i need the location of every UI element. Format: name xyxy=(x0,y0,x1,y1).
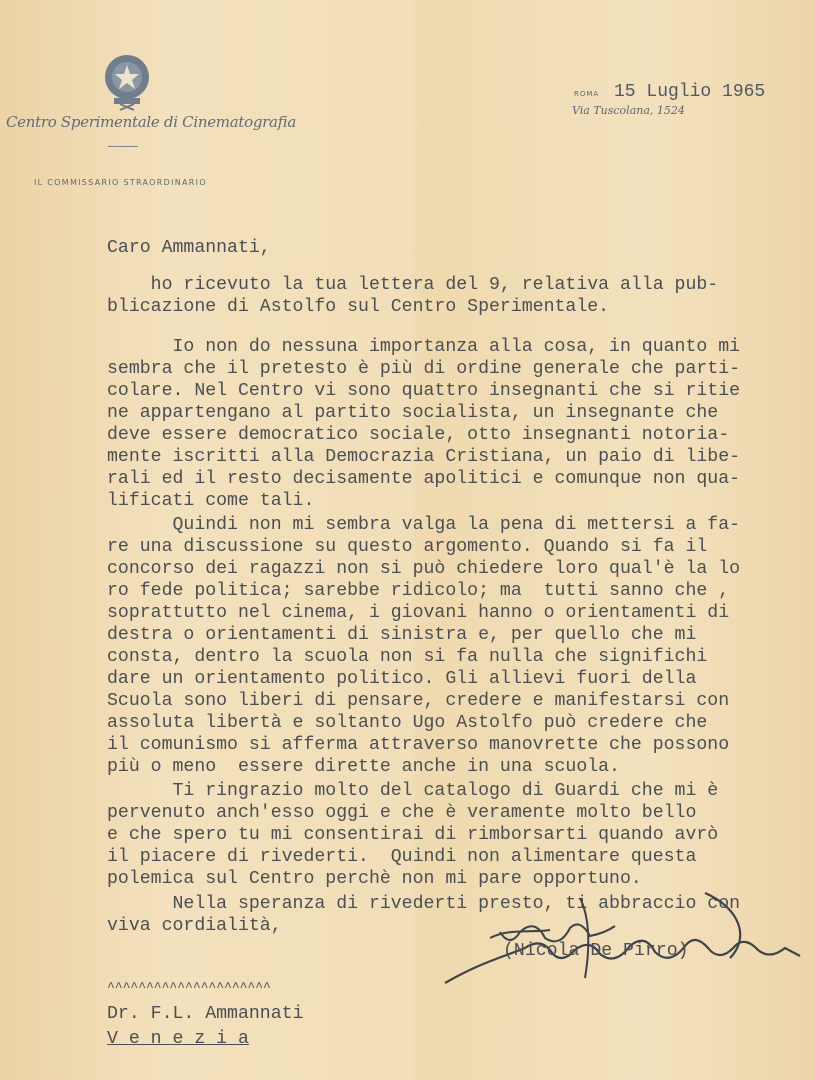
text-line: deve essere democratico sociale, otto insegnanti notoria- xyxy=(107,425,730,445)
text-line: blicazione di Astolfo sul Centro Sperimentale. xyxy=(107,297,610,317)
paragraph xyxy=(107,780,718,890)
text-line: Nella speranza di rivederti presto, ti abbraccio con xyxy=(107,894,741,914)
paragraph xyxy=(107,336,740,512)
text-line: consta, dentro la scuola non si fa nulla che significhi xyxy=(107,647,708,667)
text-line: e che spero tu mi consentirai di rimborsarti quando avrò xyxy=(107,825,719,845)
paragraph xyxy=(107,274,718,318)
text-line: il piacere di rivederti. Quindi non alimentare questa xyxy=(107,847,697,867)
text-line: Quindi non mi sembra valga la pena di mettersi a fa- xyxy=(107,515,741,535)
city-label: ROMA xyxy=(574,90,600,98)
text-line: il comunismo si afferma attraverso manovrette che possono xyxy=(107,735,730,755)
text-line: mente iscritti alla Democrazia Cristiana, un paio di libe- xyxy=(107,447,741,467)
recipient-city: V e n e z i a xyxy=(107,1029,249,1049)
text-line: pervenuto anch'esso oggi e che è veramente molto bello xyxy=(107,803,697,823)
text-line: destra o orientamenti di sinistra e, per quello che mi xyxy=(107,625,697,645)
text-line: Io non do nessuna importanza alla cosa, in quanto mi xyxy=(107,337,741,357)
text-line: ro fede politica; sarebbe ridicolo; ma tutti sanno che , xyxy=(107,581,730,601)
text-line: lificati come tali. xyxy=(107,491,315,511)
text-line: dare un orientamento politico. Gli allievi fuori della xyxy=(107,669,697,689)
recipient-name: Dr. F.L. Ammannati xyxy=(107,1004,304,1024)
text-line: sembra che il pretesto è più di ordine generale che parti- xyxy=(107,359,741,379)
letterhead-rule xyxy=(108,146,138,147)
typed-signature-name: (Nicola De Pirro) xyxy=(503,941,689,961)
text-line: viva cordialità, xyxy=(107,916,282,936)
text-line: re una discussione su questo argomento. Quando si fa il xyxy=(107,537,708,557)
office-title: IL COMMISSARIO STRAORDINARIO xyxy=(34,178,207,187)
text-line: colare. Nel Centro vi sono quattro insegnanti che si ritie xyxy=(107,381,741,401)
letterhead-address: Via Tuscolana, 1524 xyxy=(572,104,685,117)
text-line: polemica sul Centro perchè non mi pare opportuno. xyxy=(107,869,642,889)
text-line: assoluta libertà e soltanto Ugo Astolfo può credere che xyxy=(107,713,708,733)
handwritten-signature xyxy=(440,888,810,988)
paragraph xyxy=(107,514,740,778)
text-line: concorso dei ragazzi non si può chiedere loro qual'è la lo xyxy=(107,559,741,579)
emblem-icon xyxy=(100,52,154,112)
salutation: Caro Ammannati, xyxy=(107,238,271,258)
text-line: Ti ringrazio molto del catalogo di Guardi che mi è xyxy=(107,781,719,801)
text-line: ho ricevuto la tua lettera del 9, relativa alla pub- xyxy=(107,275,719,295)
text-line: più o meno essere dirette anche in una scuola. xyxy=(107,757,620,777)
text-line: ne appartengano al partito socialista, un insegnante che xyxy=(107,403,719,423)
letter-date: 15 Luglio 1965 xyxy=(614,82,766,102)
institution-name: Centro Sperimentale di Cinematografia xyxy=(6,113,297,131)
text-line: Scuola sono liberi di pensare, credere e manifestarsi con xyxy=(107,691,730,711)
separator-line: ^^^^^^^^^^^^^^^^^^^^^ xyxy=(107,980,271,995)
text-line: soprattutto nel cinema, i giovani hanno o orientamenti di xyxy=(107,603,730,623)
text-line: rali ed il resto decisamente apolitici e comunque non qua- xyxy=(107,469,741,489)
